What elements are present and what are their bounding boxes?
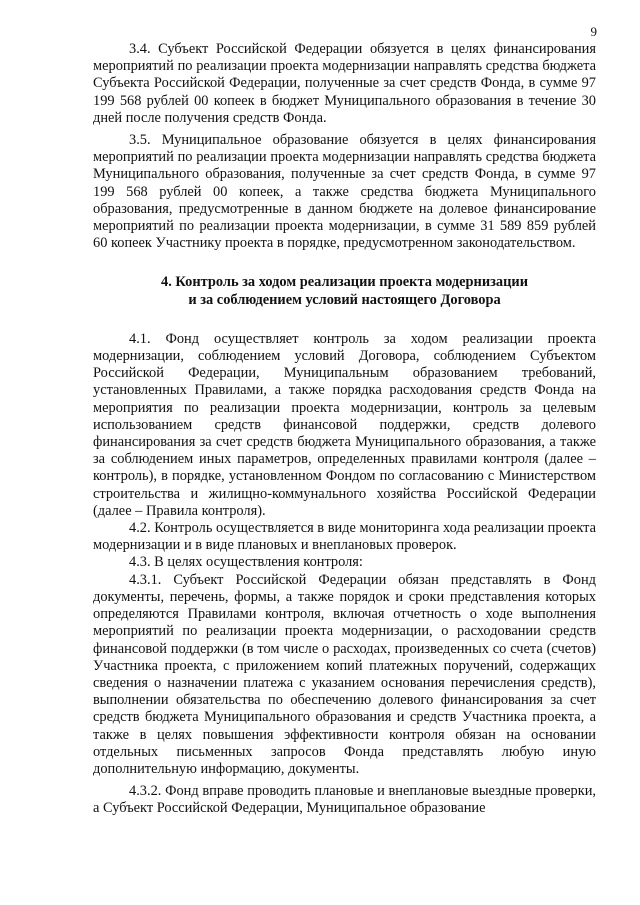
paragraph-4-3: 4.3. В целях осуществления контроля: <box>129 554 363 571</box>
paragraph-4-2: 4.2. Контроль осуществляется в виде мониторинга хода реализации проекта модернизации и в виде плановых и внеплановых проверок. <box>93 520 596 554</box>
paragraph-3-5: 3.5. Муниципальное образование обязуется в целях финансирования мероприятий по реализации проекта модернизации направлять средства бюджета Муниципального образования, полученные за счет средств Фонда, в сумме 97 199 568 рублей 00 копеек, а также средства бюджета Муниципального образования, предусмотренные в данном бюджете на долевое финансирование мероприятий по реализации проекта модернизации, в сумме 31 589 859 рублей 60 копеек Участнику проекта в порядке, предусмотренном законодательством. <box>93 132 596 252</box>
paragraph-4-3-2: 4.3.2. Фонд вправе проводить плановые и внеплановые выездные проверки, а Субъект Российской Федерации, Муниципальное образование <box>93 783 596 817</box>
section-heading <box>93 274 596 308</box>
page-number: 9 <box>590 24 597 39</box>
paragraph-3-4: 3.4. Субъект Российской Федерации обязуется в целях финансирования мероприятий по реализации проекта модернизации направлять средства бюджета Субъекта Российской Федерации, полученные за счет средств Фонда, в сумме 97 199 568 рублей 00 копеек в бюджет Муниципального образования в течение 30 дней после получения средств Фонда. <box>93 41 596 126</box>
paragraph-4-1: 4.1. Фонд осуществляет контроль за ходом реализации проекта модернизации, соблюдением условий Договора, соблюдением Субъектом Российской Федерации, Муниципальным образованием требований, установленных Правилами, а также порядка расходования средств Фонда на мероприятия по реализации проекта модернизации, контроль за целевым использованием средств финансовой поддержки, средств долевого финансирования за счет средств бюджета Муниципального образования, а также за соблюдением иных параметров, определенных правилами контроля (далее – контроль), в порядке, установленном Фондом по согласованию с Министерством строительства и жилищно-коммунального хозяйства Российской Федерации (далее – Правила контроля). <box>93 330 596 519</box>
section-heading-line-1: 4. Контроль за ходом реализации проекта модернизации <box>161 274 528 291</box>
document-body <box>93 41 596 818</box>
paragraph-4-3-1: 4.3.1. Субъект Российской Федерации обязан представлять в Фонд документы, перечень, формы, а также порядок и сроки представления которых определяются Правилами контроля, включая отчетность о ходе выполнения мероприятий по реализации проекта модернизации, о расходовании средств финансовой поддержки (в том числе о расходах, произведенных со счета (счетов) Участника проекта, с приложением копий платежных поручений, содержащих сведения о назначении платежа с указанием основания перечисления средств), выполнении обязательства по обеспечению долевого финансирования за счет средств бюджета Муниципального образования и средств Участника проекта, а также в целях повышения эффективности контроля обязан на основании отдельных письменных запросов Фонда представлять любую иную дополнительную информацию, документы. <box>93 571 596 777</box>
section-heading-line-2: и за соблюдением условий настоящего Договора <box>188 291 501 308</box>
